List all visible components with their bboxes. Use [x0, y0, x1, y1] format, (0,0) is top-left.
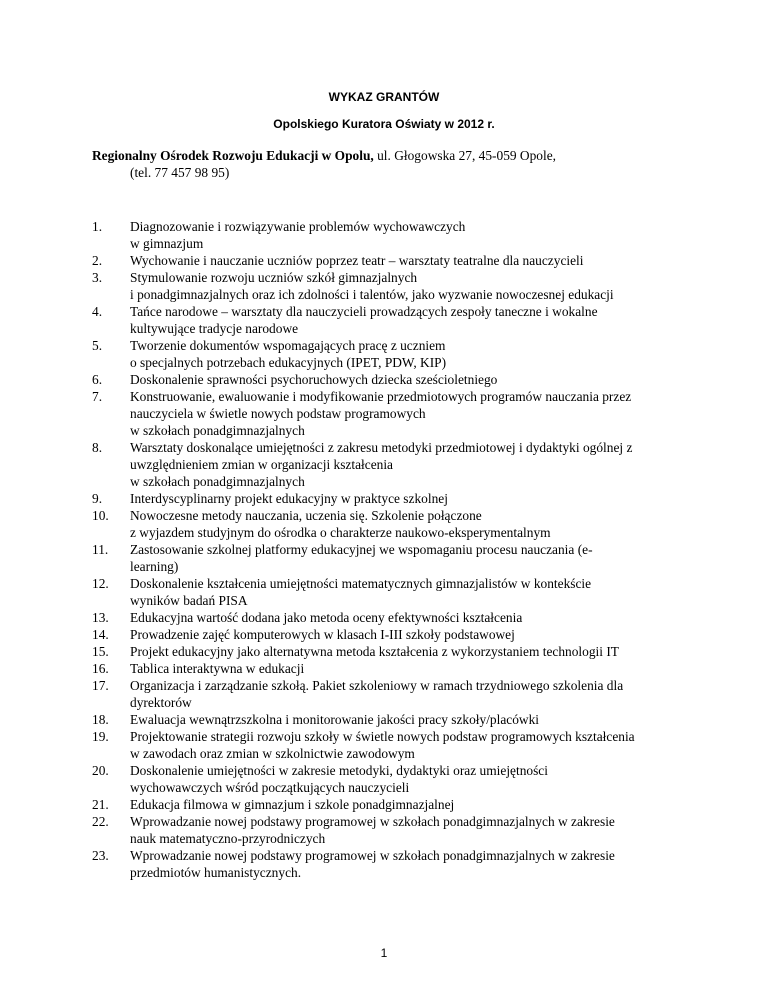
grant-title-line: Edukacyjna wartość dodana jako metoda oceny efektywności kształcenia [130, 610, 523, 625]
grant-number: 15. [92, 644, 109, 659]
grant-title [130, 813, 692, 847]
grant-title-line: Organizacja i zarządzanie szkołą. Pakiet szkoleniowy w ramach trzydniowego szkolenia dla [130, 678, 624, 693]
grant-title-line: w gimnazjum [130, 236, 204, 251]
grant-title [130, 252, 692, 269]
grant-title-line: wychowawczych wśród początkujących nauczycieli [130, 780, 410, 795]
grant-item [92, 303, 692, 337]
grant-title [130, 541, 692, 575]
grant-number: 17. [92, 678, 109, 693]
grant-number: 19. [92, 729, 109, 744]
document-subtitle: Opolskiego Kuratora Oświaty w 2012 r. [273, 117, 495, 131]
grant-item [92, 218, 692, 252]
grant-number: 18. [92, 712, 109, 727]
grant-number: 9. [92, 491, 103, 506]
grant-title-line: kultywujące tradycje narodowe [130, 321, 299, 336]
grant-title [130, 269, 692, 303]
grant-title-line: Interdyscyplinarny projekt edukacyjny w praktyce szkolnej [130, 491, 448, 506]
grant-item [92, 813, 692, 847]
grant-title [130, 643, 692, 660]
grant-title [130, 575, 692, 609]
grant-title [130, 439, 692, 490]
document-title: WYKAZ GRANTÓW [328, 90, 440, 104]
grant-number: 10. [92, 508, 109, 523]
grant-title-line: o specjalnych potrzebach edukacyjnych (IPET, PDW, KIP) [130, 355, 447, 370]
grant-title [130, 796, 692, 813]
grant-title-line: Tworzenie dokumentów wspomagających pracę z uczniem [130, 338, 446, 353]
grant-title-line: learning) [130, 559, 179, 574]
grant-title-line: Prowadzenie zajęć komputerowych w klasach I-III szkoły podstawowej [130, 627, 515, 642]
grant-title-line: w zawodach oraz zmian w szkolnictwie zawodowym [130, 746, 415, 761]
grant-item [92, 490, 692, 507]
grant-title-line: przedmiotów humanistycznych. [130, 865, 302, 880]
grant-number: 16. [92, 661, 109, 676]
grant-title-line: Wprowadzanie nowej podstawy programowej w szkołach ponadgimnazjalnych w zakresie [130, 814, 615, 829]
grant-item [92, 269, 692, 303]
grant-title-line: nauczyciela w świetle nowych podstaw programowych [130, 406, 426, 421]
grant-title-line: Tablica interaktywna w edukacji [130, 661, 305, 676]
grant-item [92, 796, 692, 813]
grant-number: 7. [92, 389, 103, 404]
grant-title-line: w szkołach ponadgimnazjalnych [130, 423, 305, 438]
grant-number: 2. [92, 253, 103, 268]
grant-number: 14. [92, 627, 109, 642]
grant-title [130, 218, 692, 252]
grant-number: 4. [92, 304, 103, 319]
grant-title-line: uwzględnieniem zmian w organizacji kształcenia [130, 457, 393, 472]
grant-title-line: Stymulowanie rozwoju uczniów szkół gimnazjalnych [130, 270, 418, 285]
grant-title-line: Projektowanie strategii rozwoju szkoły w świetle nowych podstaw programowych kształcenia [130, 729, 635, 744]
organization-phone: (tel. 77 457 98 95) [130, 165, 230, 180]
grant-title-line: Edukacja filmowa w gimnazjum i szkole ponadgimnazjalnej [130, 797, 455, 812]
grant-title-line: Doskonalenie kształcenia umiejętności matematycznych gimnazjalistów w kontekście [130, 576, 592, 591]
grant-title [130, 847, 692, 881]
grant-number: 23. [92, 848, 109, 863]
grant-item [92, 711, 692, 728]
grant-title-line: Tańce narodowe – warsztaty dla nauczycieli prowadzących zespoły taneczne i wokalne [130, 304, 598, 319]
grant-title-line: i ponadgimnazjalnych oraz ich zdolności i talentów, jako wyzwanie nowoczesnej edukacji [130, 287, 614, 302]
grant-title-line: w szkołach ponadgimnazjalnych [130, 474, 305, 489]
grant-item [92, 371, 692, 388]
grant-item [92, 439, 692, 490]
grant-title [130, 371, 692, 388]
grant-number: 3. [92, 270, 103, 285]
grant-title-line: Doskonalenie sprawności psychoruchowych dziecka sześcioletniego [130, 372, 498, 387]
grant-title-line: Wychowanie i nauczanie uczniów poprzez teatr – warsztaty teatralne dla nauczycieli [130, 253, 584, 268]
grant-number: 5. [92, 338, 103, 353]
grant-item [92, 541, 692, 575]
grant-title [130, 762, 692, 796]
grant-number: 13. [92, 610, 109, 625]
grant-title-line: Zastosowanie szkolnej platformy edukacyjnej we wspomaganiu procesu nauczania (e- [130, 542, 593, 557]
grant-item [92, 252, 692, 269]
grant-title-line: wyników badań PISA [130, 593, 248, 608]
grant-title-line: Ewaluacja wewnątrzszkolna i monitorowanie jakości pracy szkoły/placówki [130, 712, 540, 727]
grant-item [92, 575, 692, 609]
grant-item [92, 847, 692, 881]
grant-title-line: Nowoczesne metody nauczania, uczenia się. Szkolenie połączone [130, 508, 482, 523]
grant-item [92, 609, 692, 626]
grant-title-line: Doskonalenie umiejętności w zakresie metodyki, dydaktyki oraz umiejętności [130, 763, 548, 778]
grant-number: 1. [92, 219, 103, 234]
grant-item [92, 762, 692, 796]
grant-item [92, 507, 692, 541]
grant-title [130, 490, 692, 507]
grant-item [92, 677, 692, 711]
grant-item [92, 337, 692, 371]
organization-name: Regionalny Ośrodek Rozwoju Edukacji w Opolu, [92, 148, 374, 163]
grant-number: 8. [92, 440, 103, 455]
grant-title [130, 711, 692, 728]
grant-item [92, 626, 692, 643]
grant-title [130, 626, 692, 643]
grant-title-line: z wyjazdem studyjnym do ośrodka o charakterze naukowo-eksperymentalnym [130, 525, 551, 540]
organization-address: ul. Głogowska 27, 45-059 Opole, [377, 148, 557, 163]
grant-title [130, 507, 692, 541]
grant-title-line: Warsztaty doskonalące umiejętności z zakresu metodyki przedmiotowej i dydaktyki ogólnej z [130, 440, 633, 455]
grant-number: 6. [92, 372, 103, 387]
grant-title [130, 609, 692, 626]
grant-title [130, 660, 692, 677]
grant-title [130, 337, 692, 371]
grant-number: 21. [92, 797, 109, 812]
grant-title-line: Projekt edukacyjny jako alternatywna metoda kształcenia z wykorzystaniem technologii IT [130, 644, 619, 659]
page-number: 1 [380, 946, 388, 960]
grant-title-line: dyrektorów [130, 695, 192, 710]
grant-number: 11. [92, 542, 109, 557]
grant-title-line: Diagnozowanie i rozwiązywanie problemów wychowawczych [130, 219, 466, 234]
grant-title-line: Konstruowanie, ewaluowanie i modyfikowanie przedmiotowych programów nauczania przez [130, 389, 632, 404]
grant-item [92, 388, 692, 439]
grant-title [130, 728, 692, 762]
organization-block [92, 147, 702, 181]
grant-title [130, 677, 692, 711]
grant-title-line: Wprowadzanie nowej podstawy programowej w szkołach ponadgimnazjalnych w zakresie [130, 848, 615, 863]
grant-title [130, 303, 692, 337]
grant-item [92, 643, 692, 660]
grant-number: 12. [92, 576, 109, 591]
grant-item [92, 728, 692, 762]
grant-title [130, 388, 692, 439]
grant-number: 20. [92, 763, 109, 778]
grant-title-line: nauk matematyczno-przyrodniczych [130, 831, 326, 846]
grant-item [92, 660, 692, 677]
grant-list [92, 218, 692, 881]
grant-number: 22. [92, 814, 109, 829]
